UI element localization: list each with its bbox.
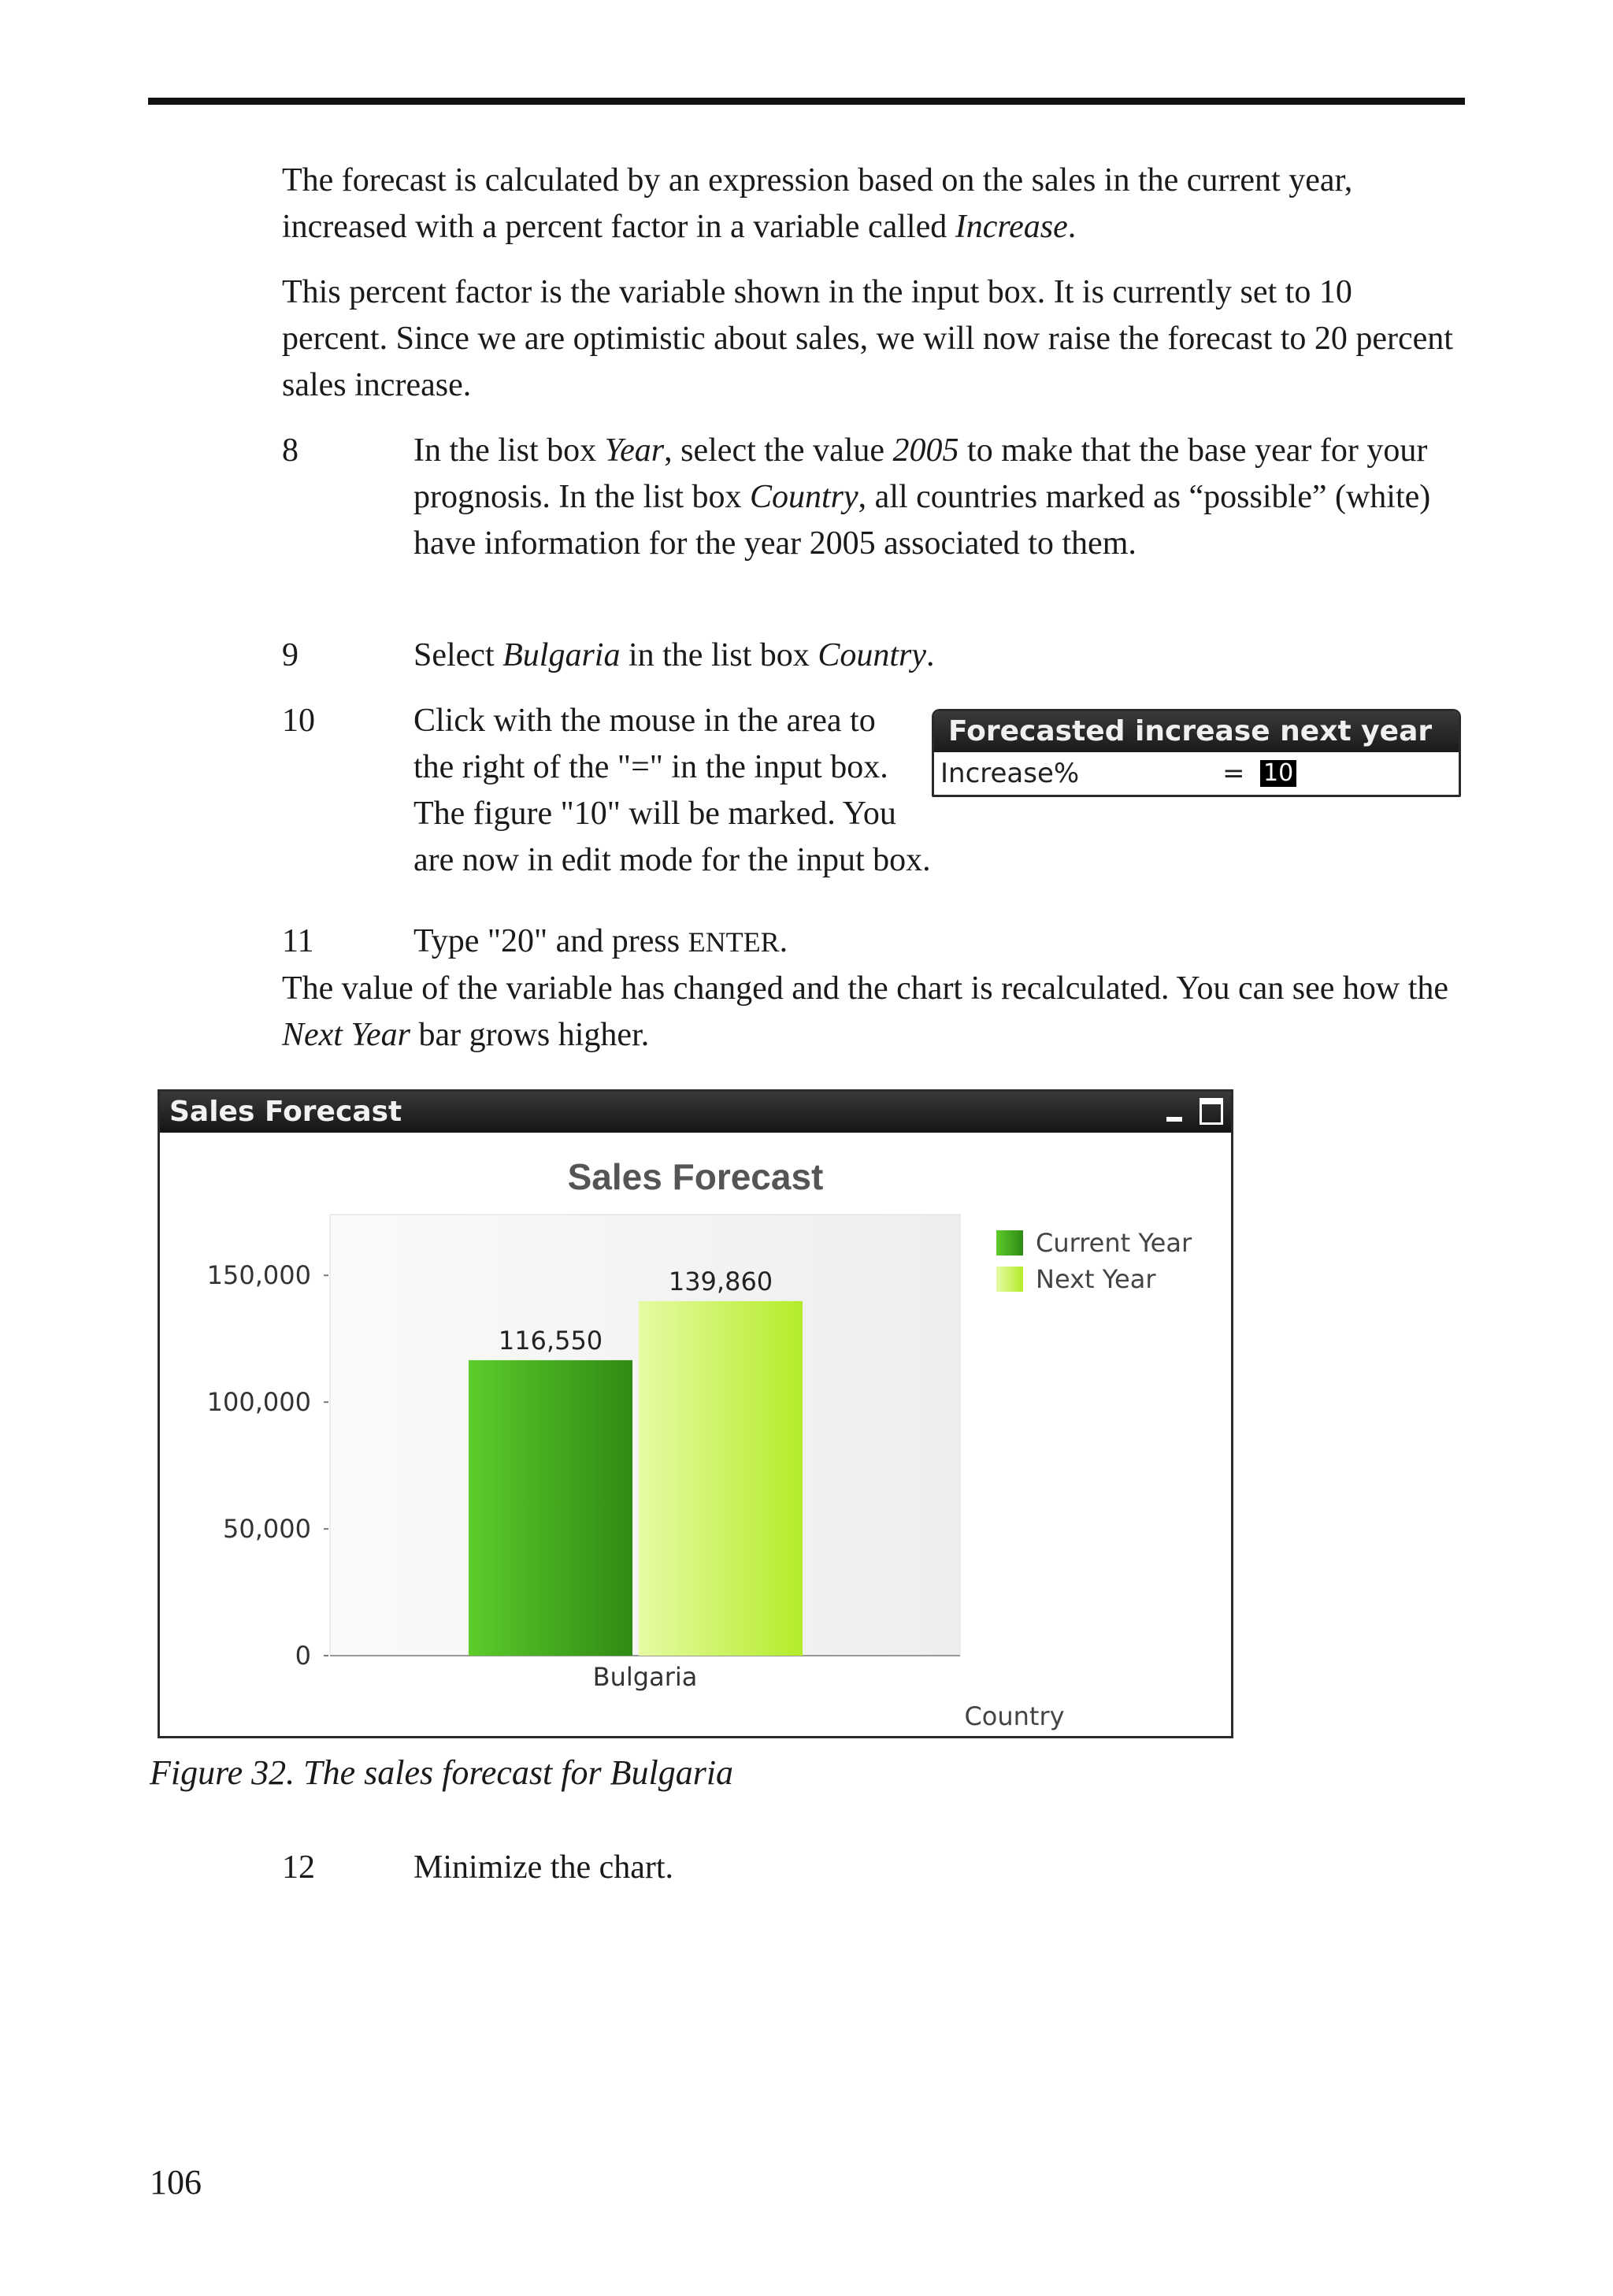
step-number: 9 [282,637,298,673]
legend-label: Next Year [1036,1264,1156,1294]
y-tick-label: 150,000 [206,1260,311,1291]
window-buttons [1162,1098,1223,1126]
legend-label: Current Year [1036,1228,1192,1258]
step-text: In the list box Year, select the value 2005 to make that the base year for your prognosis. In the list box Country, all countries marked as “possible” (white) have information for the year 2005 associated to them. [413,432,1431,562]
bar-next-year[interactable] [639,1301,803,1656]
step-text: Type "20" and press ENTER. [413,923,788,959]
paragraph-percent-factor: This percent factor is the variable shown in the input box. It is currently set to 10 percent. Since we are optimistic about sales, we will now raise the forecast to 20 percent sales increase. [282,274,1453,403]
step-text: Select Bulgaria in the list box Country. [413,637,935,673]
minimize-icon[interactable] [1162,1098,1185,1125]
step-text: Click with the mouse in the area to the right of the "=" in the input box. The figure "10" will be marked. You are now in edit mode for the input box. [413,698,1516,884]
maximize-icon[interactable] [1200,1098,1223,1125]
chart-window-caption: Sales Forecast [160,1092,1231,1133]
step-number: 8 [282,432,298,469]
input-box-row [934,752,1459,795]
chart-title: Sales Forecast [567,1156,824,1197]
step-text: Minimize the chart. [413,1849,674,1886]
x-tick-label: Bulgaria [592,1662,698,1692]
bar-value-label: 116,550 [498,1325,603,1356]
legend-swatch [996,1267,1023,1292]
step-number: 11 [282,923,314,959]
input-box-title: Forecasted increase next year [934,711,1459,752]
step-number: 12 [282,1849,315,1886]
step-number: 10 [282,703,315,739]
paragraph-forecast-intro: The forecast is calculated by an expression based on the sales in the current year, increased with a percent factor in a variable called Increase. [282,162,1353,245]
equals-sign: = [1222,758,1245,789]
legend-swatch [996,1230,1023,1256]
y-tick-label: 100,000 [206,1387,311,1418]
page-number: 106 [150,2163,202,2201]
y-tick-label: 0 [295,1641,311,1671]
y-tick-label: 50,000 [223,1514,311,1545]
paragraph-recalculated: The value of the variable has changed and the chart is recalculated. You can see how the Next Year bar grows higher. [282,970,1449,1053]
x-axis-label: Country [964,1701,1065,1731]
figure-caption: Figure 32. The sales forecast for Bulgaria [150,1753,734,1792]
sales-forecast-chart [160,1133,1231,1736]
sales-forecast-chart-window [158,1089,1233,1738]
increase-value-field[interactable]: 10 [1260,760,1296,787]
bar-current-year[interactable] [469,1360,632,1656]
header-rule [148,98,1465,105]
bar-value-label: 139,860 [668,1266,773,1296]
increase-label: Increase% [940,758,1080,789]
forecast-input-box [932,709,1461,797]
